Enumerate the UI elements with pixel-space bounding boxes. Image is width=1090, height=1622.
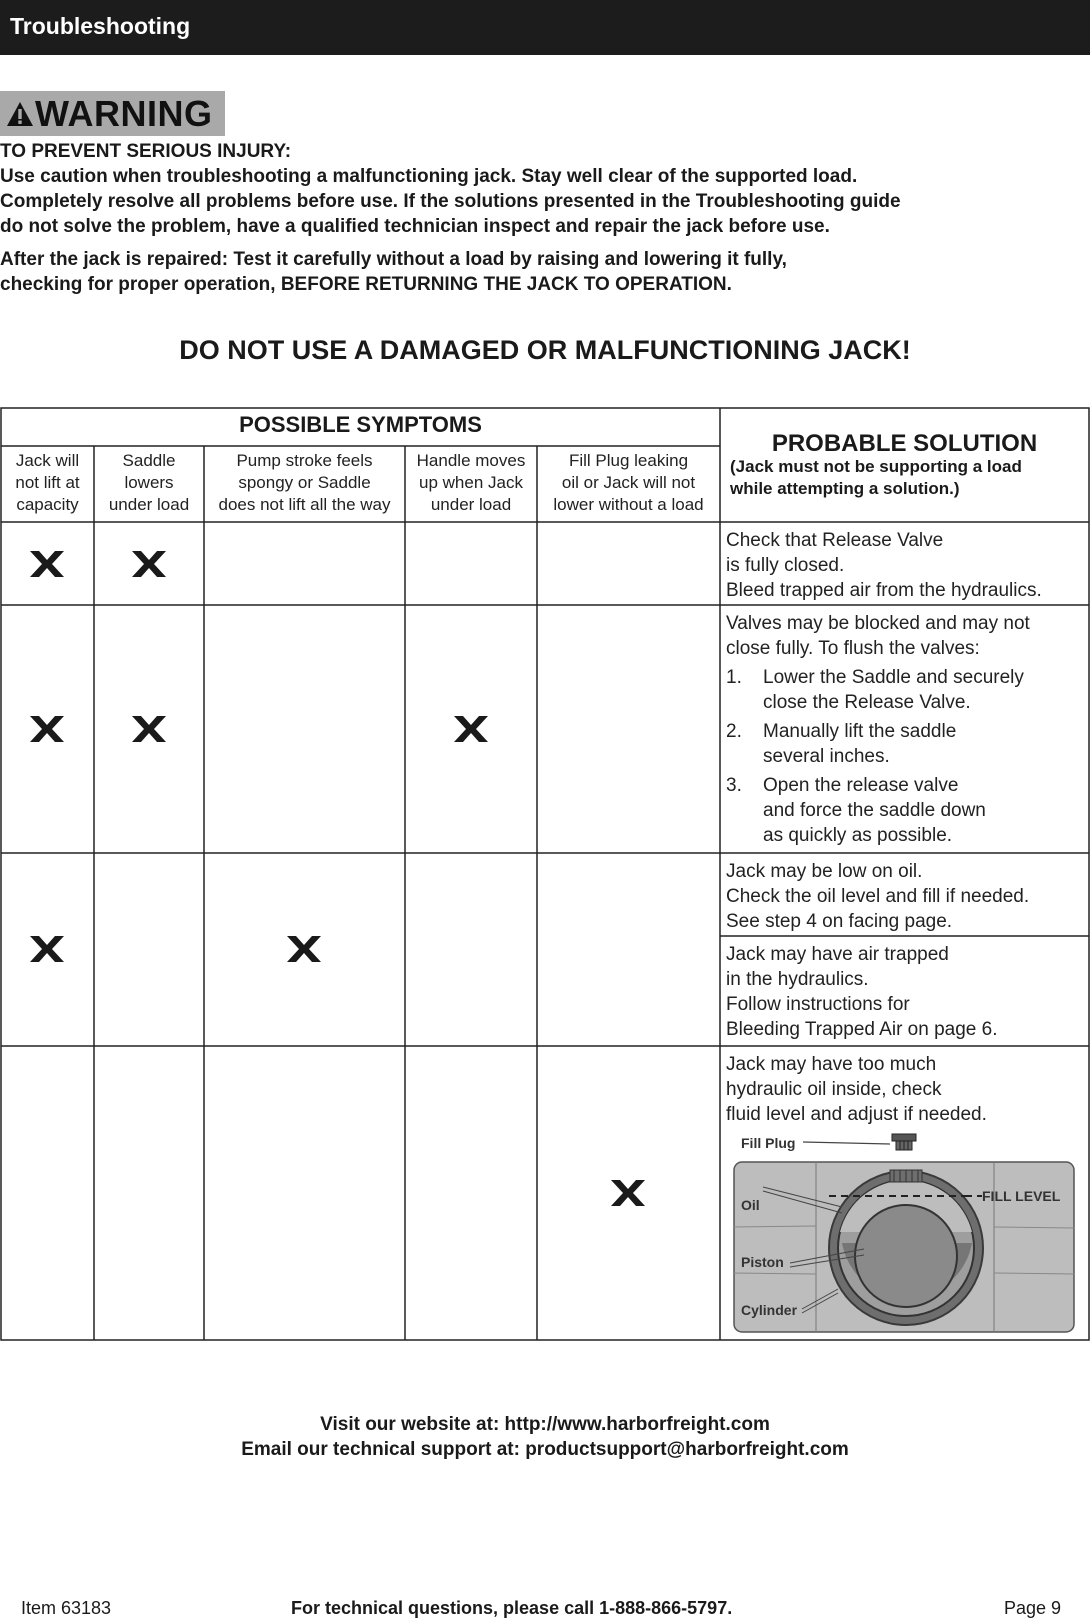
symptom-x-mark — [129, 549, 169, 579]
after-repair-line: After the jack is repaired: Test it carefully without a load by raising and lowering it fully, — [0, 249, 787, 270]
solution-header: PROBABLE SOLUTION — [771, 430, 1038, 457]
cylinder-label: Cylinder — [741, 1302, 798, 1318]
column-header-saddle-lowers: Saddle lowers under load — [108, 451, 190, 514]
jack-cylinder-diagram — [720, 1125, 1089, 1340]
symptom-x-mark — [27, 549, 67, 579]
warning-label: WARNING — [35, 92, 213, 134]
after-repair-line: checking for proper operation, BEFORE RETURNING THE JACK TO OPERATION. — [0, 274, 732, 295]
solution-row-3a: Jack may be low on oil. Check the oil level and fill if needed. See step 4 on facing page. — [726, 861, 1030, 932]
oil-label: Oil — [741, 1197, 760, 1213]
warning-line: TO PREVENT SERIOUS INJURY: — [0, 141, 292, 162]
website-link[interactable]: Visit our website at: http://www.harborfreight.com — [320, 1414, 770, 1435]
solution-row-2: Valves may be blocked and may not close fully. To flush the valves: 1. Lower the Saddle and securely close the Release Valve. 2. Manually lift the saddle several inches. 3. Open the release valve and force the saddle down as quickly as possible. — [726, 611, 1086, 848]
fill-plug-label: Fill Plug — [741, 1135, 796, 1151]
item-number: Item 63183 — [21, 1598, 112, 1618]
symptom-x-mark — [27, 934, 67, 964]
symptom-x-mark — [608, 1178, 648, 1208]
flush-step: 3. Open the release valve and force the saddle down as quickly as possible. — [726, 775, 986, 846]
fill-plug-icon — [892, 1134, 916, 1150]
solution-row-3b: Jack may have air trapped in the hydraulics. Follow instructions for Bleeding Trapped Air on page 6. — [726, 944, 998, 1040]
page-number: Page 9 — [1004, 1598, 1062, 1618]
warning-line: do not solve the problem, have a qualified technician inspect and repair the jack before use. — [0, 216, 830, 237]
solution-row-4: Jack may have too much hydraulic oil inside, check fluid level and adjust if needed. — [726, 1054, 987, 1125]
contact-info — [0, 1412, 1090, 1462]
symptoms-header: POSSIBLE SYMPTOMS — [239, 412, 482, 437]
symptom-x-mark — [27, 714, 67, 744]
tech-phone: For technical questions, please call 1-888-866-5797. — [291, 1598, 733, 1618]
solution-row-1: Check that Release Valve is fully closed. Bleed trapped air from the hydraulics. — [726, 530, 1042, 601]
symptom-x-mark — [129, 714, 169, 744]
warning-line: Completely resolve all problems before use. If the solutions presented in the Troubleshooting guide — [0, 191, 901, 212]
warning-line: Use caution when troubleshooting a malfunctioning jack. Stay well clear of the supported load. — [0, 166, 858, 187]
flush-step: 2. Manually lift the saddle several inches. — [726, 721, 957, 767]
column-header-spongy: Pump stroke feels spongy or Saddle does not lift all the way — [218, 451, 391, 514]
fill-level-label: FILL LEVEL — [982, 1188, 1061, 1204]
column-header-handle-moves: Handle moves up when Jack under load — [416, 451, 526, 514]
section-title: Troubleshooting — [10, 13, 191, 39]
symptom-x-mark — [284, 934, 324, 964]
do-not-use-heading: DO NOT USE A DAMAGED OR MALFUNCTIONING JACK! — [179, 335, 911, 365]
column-header-no-lift: Jack will not lift at capacity — [15, 451, 80, 514]
symptom-x-mark — [451, 714, 491, 744]
flush-step: 1. Lower the Saddle and securely close the Release Valve. — [726, 667, 1024, 713]
piston-label: Piston — [741, 1254, 784, 1270]
solution-note: (Jack must not be supporting a load while attempting a solution.) — [730, 457, 1022, 498]
support-email[interactable]: Email our technical support at: productsupport@harborfreight.com — [241, 1439, 849, 1460]
column-header-fill-plug: Fill Plug leaking oil or Jack will not lower without a load — [553, 451, 704, 514]
